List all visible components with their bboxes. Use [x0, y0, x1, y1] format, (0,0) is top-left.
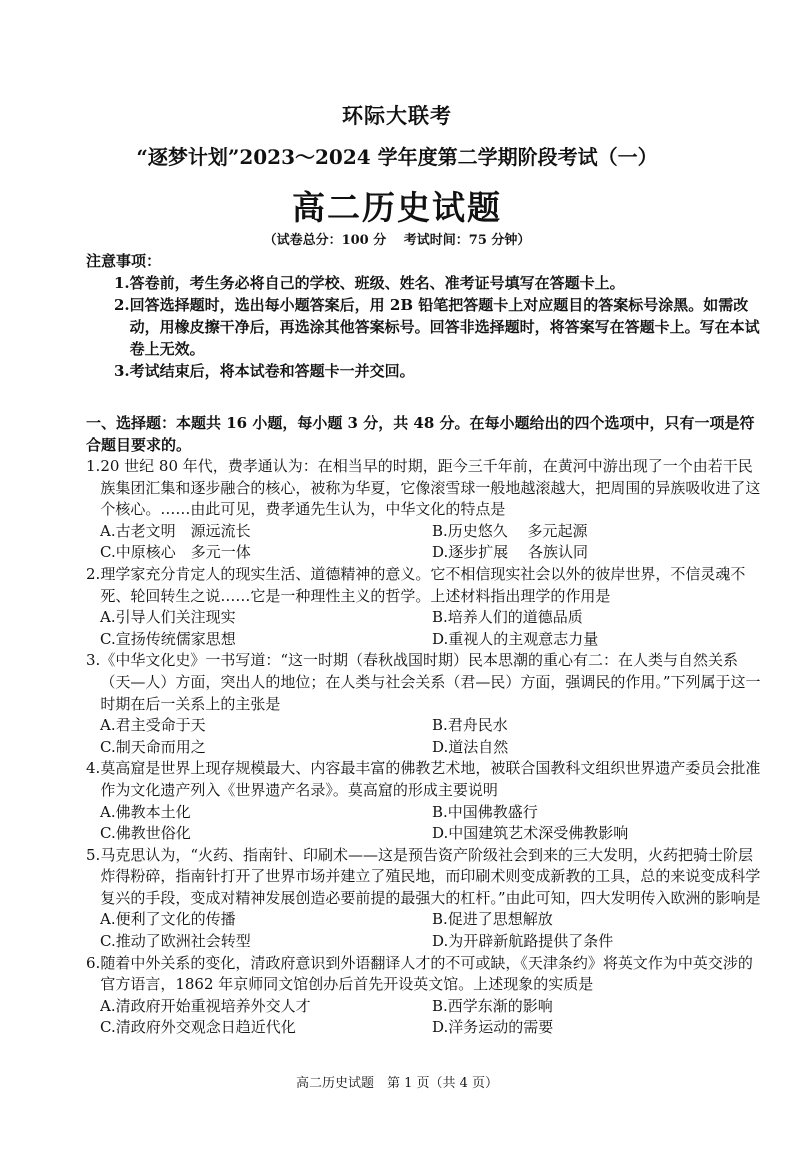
question-stem: 20 世纪 80 年代，费孝通认为：在相当早的时期，距今三千年前，在黄河中游出现了一个由若干民族集团汇集和逐步融合的核心，被称为华夏，它像滚雪球一般地越滚越大，把周围的异族吸收进了这个核心。……由此可见，费孝通先生认为，中华文化的特点是	[100, 457, 761, 519]
option-d: D.逐步扩展 各族认同	[432, 543, 589, 562]
option-a: A.君主受命于天	[100, 716, 206, 735]
question-stem: 莫高窟是世界上现存规模最大、内容最丰富的佛教艺术地，被联合国教科文组织世界遗产委员会批准作为文化遗产列入《世界遗产名录》。莫高窟的形成主要说明	[100, 759, 761, 799]
option-a: A.古老文明 源远流长	[100, 521, 251, 540]
question-stem: 《中华文化史》一书写道：“这一时期（春秋战国时期）民本思潮的重心有二：在人类与自然关系（天—人）方面，突出人的地位；在人类与社会关系（君—民）方面，强调民的作用。”下列属于这一时期在后一关系上的主张是	[100, 651, 761, 713]
option-c: C.清政府外交观念日趋近代化	[100, 1018, 296, 1037]
notice-item	[114, 360, 764, 382]
question-3	[86, 650, 766, 758]
option-b: B.君舟民水	[432, 716, 508, 735]
notice-item	[114, 294, 764, 360]
organizer-title: 环际大联考	[342, 103, 452, 128]
option-a: A.佛教本土化	[100, 802, 191, 821]
question-stem: 马克思认为，“火药、指南针、印刷术——这是预告资产阶级社会到来的三大发明，火药把骑士阶层炸得粉碎，指南针打开了世界市场并建立了殖民地，而印刷术则变成新教的工具，总的来说变成科学复兴的手段，变成对精神发展创造必要前提的最强大的杠杆。”由此可知，四大发明传入欧洲的影响是	[100, 845, 761, 907]
question-number: 4.	[86, 759, 101, 778]
question-list	[86, 456, 766, 1039]
question-5	[86, 845, 766, 953]
option-d: D.中国建筑艺术深受佛教影响	[432, 824, 629, 843]
exam-name: “逐梦计划”2023～2024 学年度第二学期阶段考试（一）	[136, 145, 658, 169]
question-4	[86, 758, 766, 844]
option-c: C.佛教世俗化	[100, 824, 191, 843]
option-c: C.制天命而用之	[100, 737, 206, 756]
notice-number: 1.	[114, 274, 130, 292]
option-d: D.洋务运动的需要	[432, 1018, 554, 1037]
option-d: D.为开辟新航路提供了条件	[432, 932, 614, 951]
question-number: 2.	[86, 564, 101, 583]
question-number: 6.	[86, 953, 101, 972]
notice-list	[114, 272, 764, 382]
notice-text: 考试结束后，将本试卷和答题卡一并交回。	[129, 362, 415, 380]
question-number: 5.	[86, 845, 101, 864]
notice-heading: 注意事项：	[86, 252, 162, 270]
option-b: B.促进了思想解放	[432, 910, 553, 929]
question-number: 3.	[86, 651, 101, 670]
option-a: A.引导人们关注现实	[100, 608, 236, 627]
notice-text: 答卷前，考生务必将自己的学校、班级、姓名、准考证号填写在答题卡上。	[129, 274, 625, 292]
exam-meta: （试卷总分：100 分 考试时间：75 分钟）	[263, 233, 531, 248]
option-b: B.历史悠久 多元起源	[432, 521, 588, 540]
option-a: A.便利了文化的传播	[100, 910, 236, 929]
section-heading: 一、选择题：本题共 16 小题，每小题 3 分，共 48 分。在每小题给出的四个选项中，只有一项是符合题目要求的。	[86, 414, 755, 454]
page-footer: 高二历史试题 第 1 页（共 4 页）	[295, 1076, 499, 1091]
option-b: B.培养人们的道德品质	[432, 608, 583, 627]
question-2	[86, 564, 766, 650]
notice-number: 3.	[114, 362, 130, 380]
notice-number: 2.	[114, 296, 130, 314]
option-c: C.宣扬传统儒家思想	[100, 629, 236, 648]
option-b: B.西学东渐的影响	[432, 996, 553, 1015]
notice-text: 回答选择题时，选出每小题答案后，用 2B 铅笔把答题卡上对应题目的答案标号涂黑。如需改动，用橡皮擦干净后，再选涂其他答案标号。回答非选择题时，将答案写在答题卡上。写在本试卷上无效。	[129, 296, 760, 358]
option-b: B.中国佛教盛行	[432, 802, 538, 821]
question-1	[86, 456, 766, 564]
question-6	[86, 953, 766, 1039]
option-a: A.清政府开始重视培养外交人才	[100, 996, 311, 1015]
option-c: C.推动了欧洲社会转型	[100, 932, 251, 951]
notice-item	[114, 272, 764, 294]
option-d: D.重视人的主观意志力量	[432, 629, 599, 648]
question-number: 1.	[86, 457, 101, 475]
question-stem: 理学家充分肯定人的现实生活、道德精神的意义。它不相信现实社会以外的彼岸世界，不信灵魂不死、轮回转生之说……它是一种理性主义的哲学。上述材料指出理学的作用是	[100, 564, 746, 605]
option-c: C.中原核心 多元一体	[100, 543, 251, 562]
option-d: D.道法自然	[432, 737, 509, 756]
page-title: 高二历史试题	[292, 188, 502, 227]
question-stem: 随着中外关系的变化，清政府意识到外语翻译人才的不可或缺，《天津条约》将英文作为中英交涉的官方语言，1862 年京师同文馆创办后首先开设英文馆。上述现象的实质是	[100, 953, 753, 994]
